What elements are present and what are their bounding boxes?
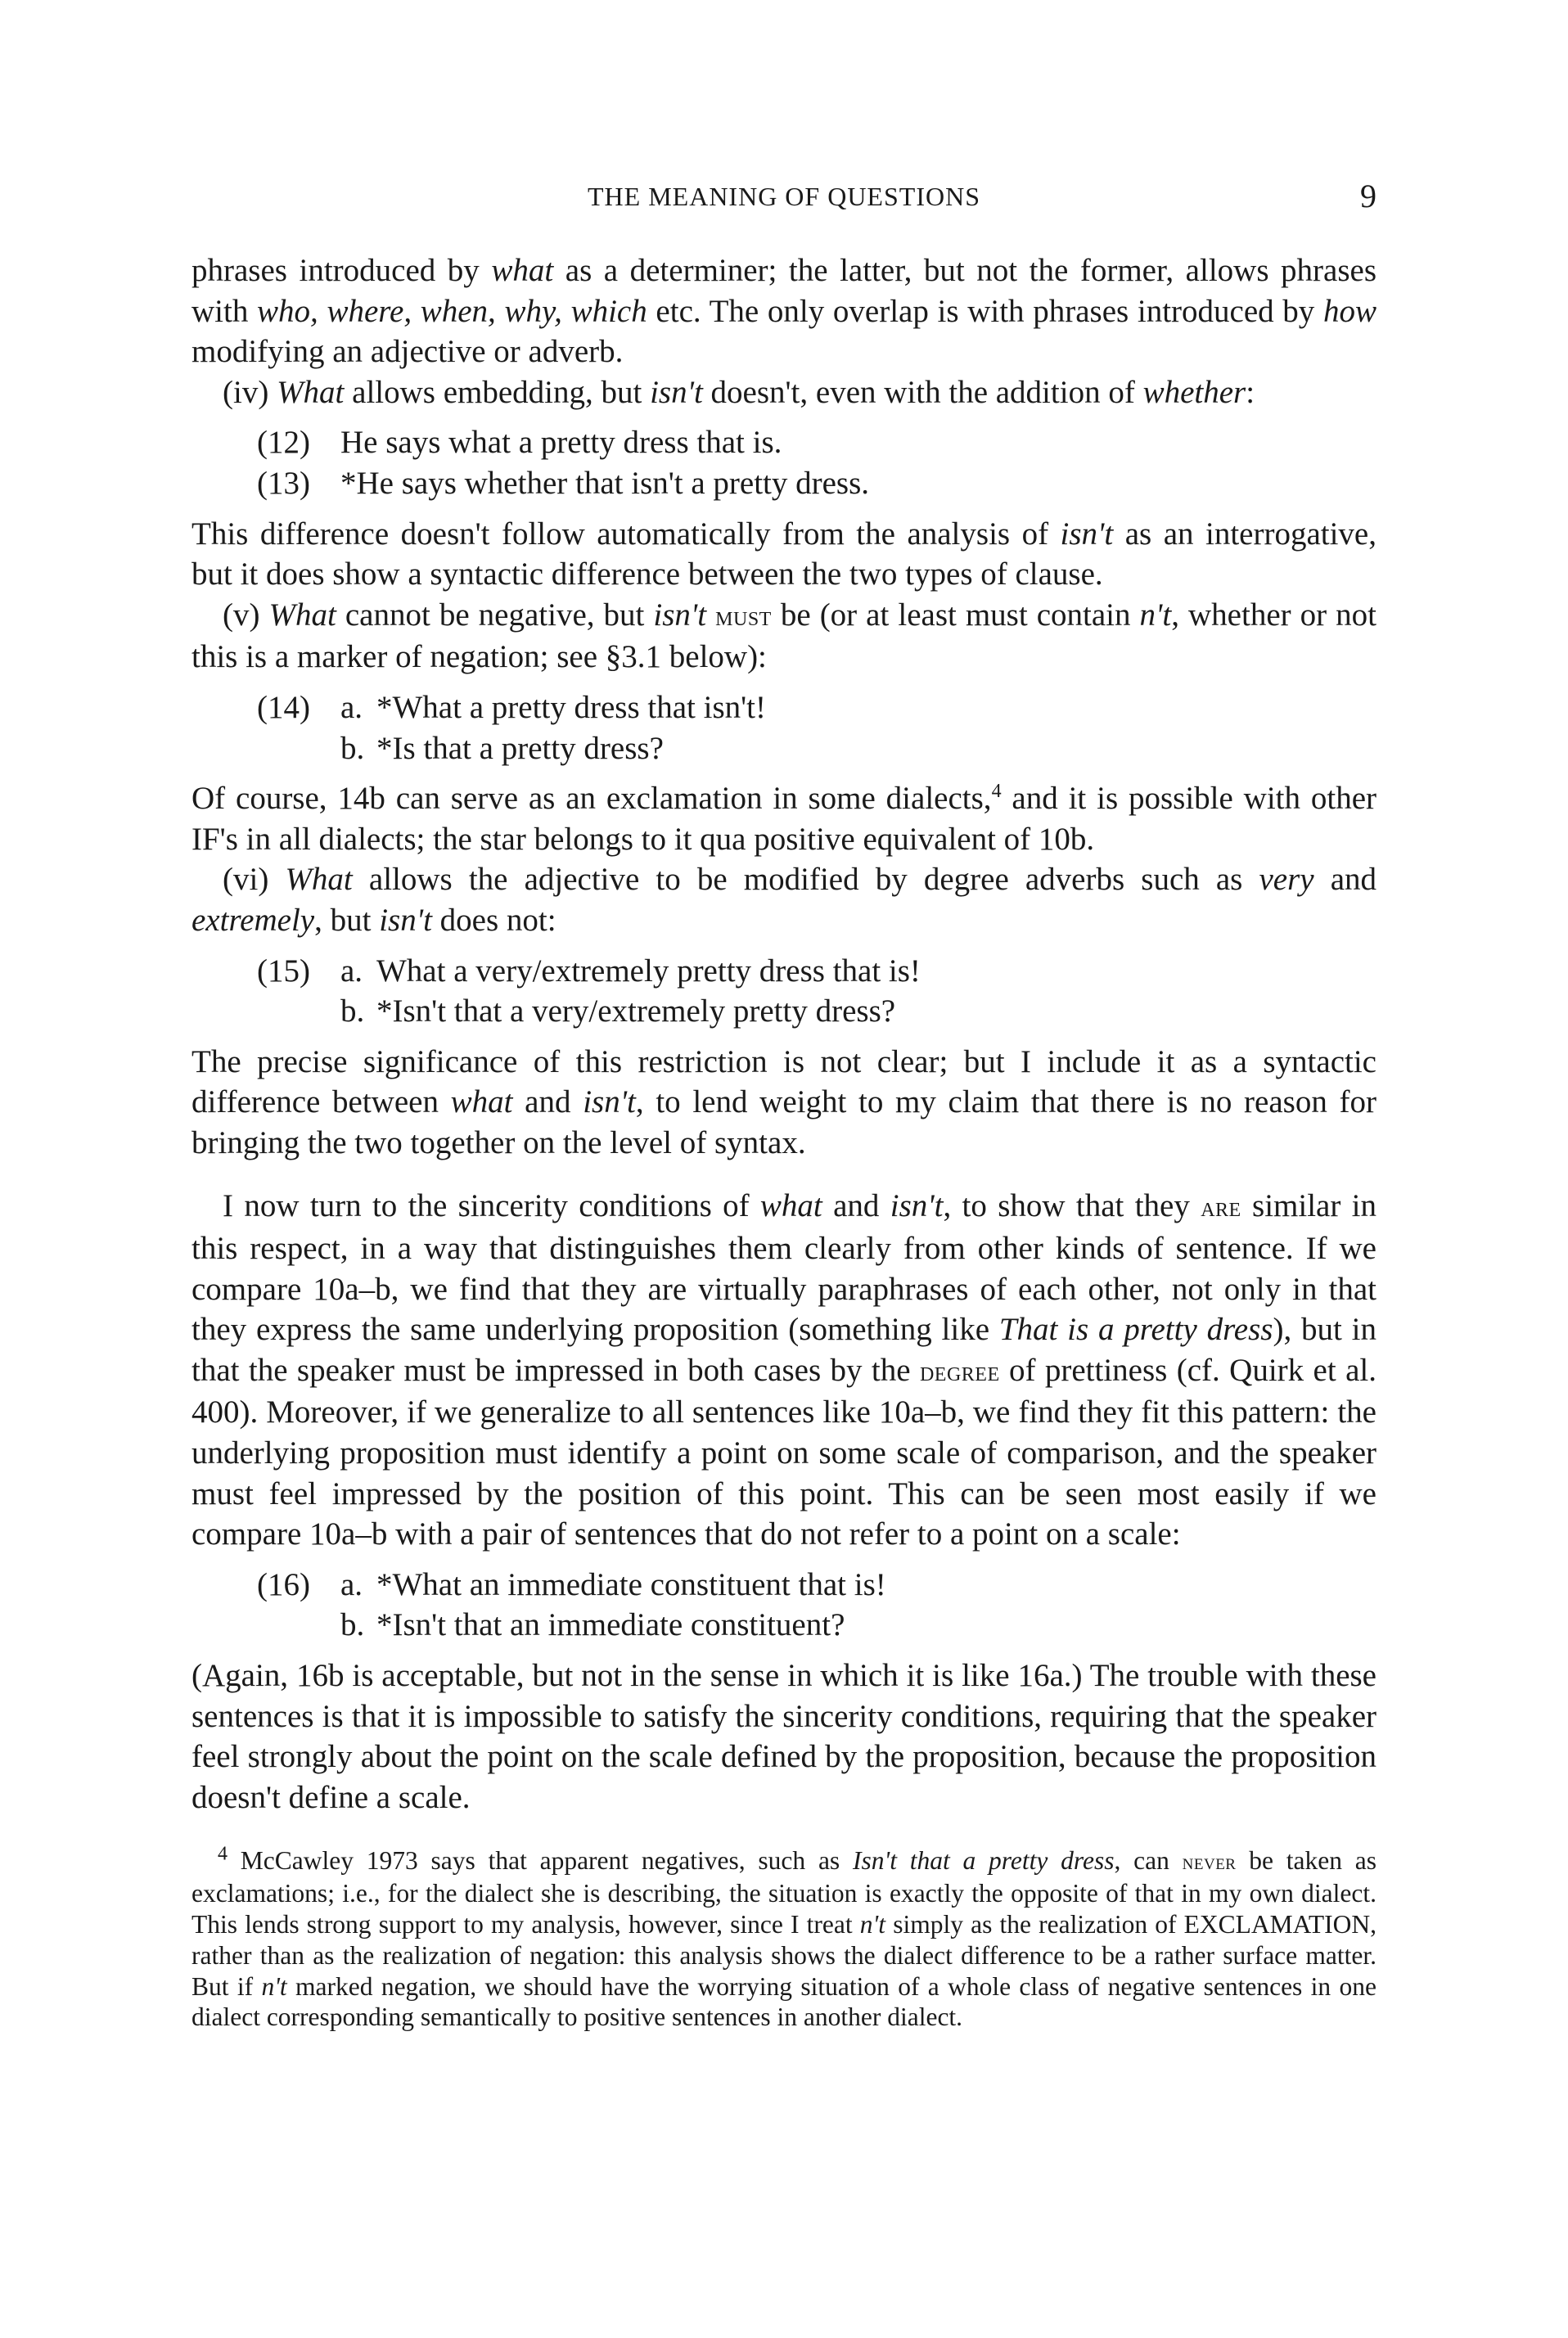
page-number: 9 xyxy=(1360,178,1377,214)
example-label: a. xyxy=(340,1566,363,1602)
paragraph-5: Of course, 14b can serve as an exclamation in some dialects,$^4$ and it is possible with other IF's in all dialects; the star belongs to it qua positive equivalent of 10b. xyxy=(191,781,1377,857)
footnote-number: 4 xyxy=(218,1843,228,1865)
paragraph-3: This difference doesn't follow automatically from the analysis of isn't as an interrogative, but it does show a syntactic difference between the two types of clause. xyxy=(191,516,1377,592)
example-label: b. xyxy=(340,1607,365,1643)
example-label: b. xyxy=(340,730,365,766)
example-15a xyxy=(257,951,1377,992)
example-number: (14) xyxy=(257,689,310,725)
footnote-4: $^4$ McCawley 1973 says that apparent negatives, such as Isn't that a pretty dress, can never be taken as exclamations; i.e., for the dialect she is describing, the situation is exactly the opposite of that in my own dialect. This lends strong support to my analysis, however, since I treat n't simply as the realization of EXCLAMATION, rather than as the realization of negation: this analysis shows the dialect difference to be a rather surface matter. But if n't marked negation, we should have the worrying situation of a whole class of negative sentences in one dialect corresponding semantically to positive sentences in another dialect. xyxy=(191,1843,1377,2032)
example-label: a. xyxy=(340,689,363,725)
example-text: *What a pretty dress that isn't! xyxy=(376,689,766,725)
paragraph-1: phrases introduced by what as a determiner; the latter, but not the former, allows phrases with who, where, when, why, which etc. The only overlap is with phrases introduced by how modifying an adjective or adverb. xyxy=(191,253,1377,370)
footnote-marker[interactable]: 4 xyxy=(991,781,1002,803)
example-number: (16) xyxy=(257,1566,310,1602)
example-15b xyxy=(257,991,1377,1032)
paragraph-8: I now turn to the sincerity conditions of what and isn't, to show that they are similar in this respect, in a way that distinguishes them clearly from other kinds of sentence. If we compare 10a–b, we find that they are virtually paraphrases of each other, not only in that they express the same underlying proposition (something like That is a pretty dress), but in that the speaker must be impressed in both cases by the degree of prettiness (cf. Quirk et al. 400). Moreover, if we generalize to all sentences like 10a–b, we find they fit this pattern: the underlying proposition must identify a point on some scale of comparison, and the speaker must feel impressed by the position of this point. This can be seen most easily if we compare 10a–b with a pair of sentences that do not refer to a point on a scale: xyxy=(191,1188,1377,1552)
example-14b xyxy=(257,728,1377,769)
paragraph-v: (v) What cannot be negative, but isn't must be (or at least must contain n't, whether or not this is a marker of negation; see §3.1 below): xyxy=(191,597,1377,675)
example-number: (12) xyxy=(257,425,310,461)
example-13 xyxy=(257,463,1377,504)
paragraph-vi: (vi) What allows the adjective to be modified by degree adverbs such as very and extremely, but isn't does not: xyxy=(191,862,1377,938)
page xyxy=(191,177,1377,2033)
paragraph-iv: (iv) What allows embedding, but isn't doesn't, even with the addition of whether: xyxy=(223,374,1255,410)
example-text: He says what a pretty dress that is. xyxy=(340,425,782,461)
example-14a xyxy=(257,687,1377,728)
example-label: b. xyxy=(340,993,365,1029)
example-text: *Isn't that an immediate constituent? xyxy=(376,1607,845,1643)
example-15 xyxy=(257,951,1377,1032)
paragraph-7: The precise significance of this restriction is not clear; but I include it as a syntactic difference between what and isn't, to lend weight to my claim that there is no reason for bringing the two together on the level of syntax. xyxy=(191,1043,1377,1160)
example-16 xyxy=(257,1565,1377,1646)
example-text: *What an immediate constituent that is! xyxy=(376,1566,886,1602)
running-head xyxy=(191,177,1377,226)
example-number: (13) xyxy=(257,465,310,501)
example-text: What a very/extremely pretty dress that is! xyxy=(376,953,921,989)
example-text: *Is that a pretty dress? xyxy=(376,730,664,766)
example-16b xyxy=(257,1605,1377,1646)
running-title: THE MEANING OF QUESTIONS xyxy=(588,182,980,211)
paragraph-9: (Again, 16b is acceptable, but not in the sense in which it is like 16a.) The trouble with these sentences is that it is impossible to satisfy the sincerity conditions, requiring that the speaker feel strongly about the point on the scale defined by the proposition, because the proposition doesn't define a scale. xyxy=(191,1658,1377,1815)
example-label: a. xyxy=(340,953,363,989)
example-text: *Isn't that a very/extremely pretty dress? xyxy=(376,993,896,1029)
example-text: *He says whether that isn't a pretty dress. xyxy=(340,465,870,501)
example-12-13 xyxy=(257,422,1377,503)
example-12 xyxy=(257,422,1377,463)
example-16a xyxy=(257,1565,1377,1606)
example-number: (15) xyxy=(257,953,310,989)
example-14 xyxy=(257,687,1377,768)
